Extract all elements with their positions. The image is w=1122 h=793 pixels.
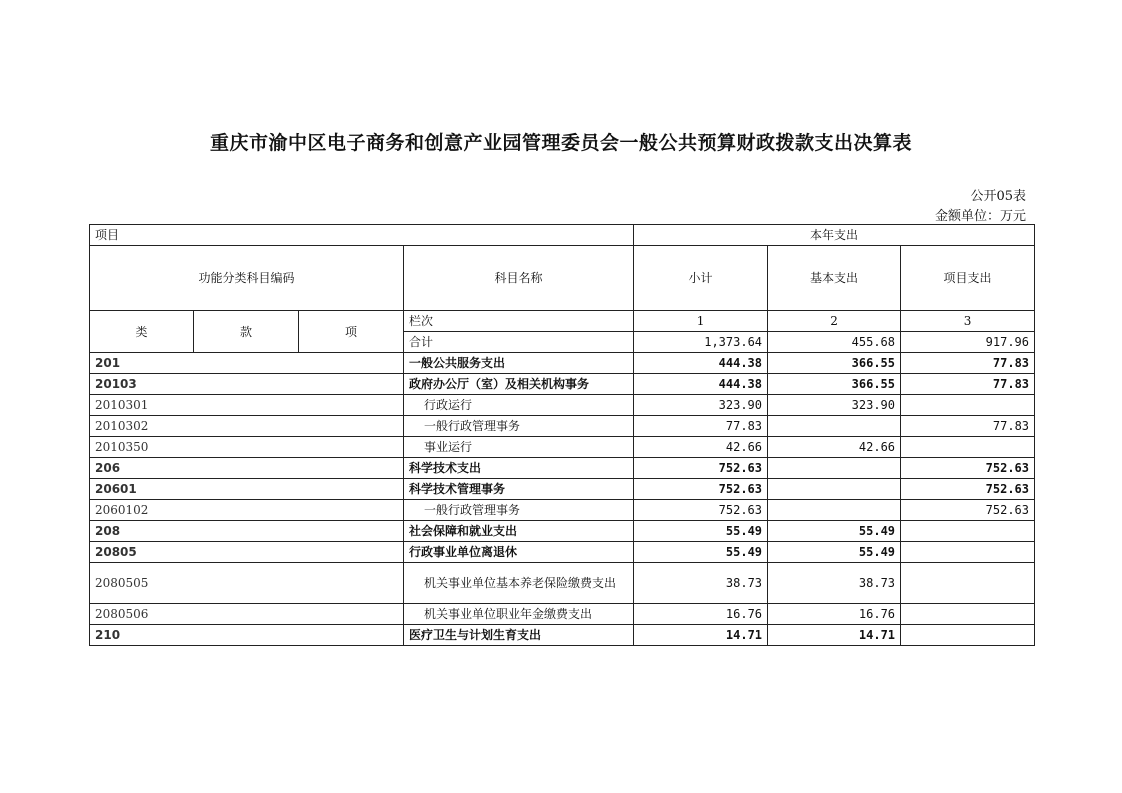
row-code: 208 bbox=[90, 521, 404, 542]
total-subtotal: 1,373.64 bbox=[634, 332, 768, 353]
header-row-project bbox=[90, 225, 1035, 246]
row-subtotal: 752.63 bbox=[634, 479, 768, 500]
row-basic bbox=[768, 500, 901, 521]
row-subject-name: 科学技术支出 bbox=[404, 458, 634, 479]
row-code: 2060102 bbox=[90, 500, 404, 521]
total-basic: 455.68 bbox=[768, 332, 901, 353]
row-project bbox=[901, 563, 1035, 604]
row-subtotal: 444.38 bbox=[634, 353, 768, 374]
row-code: 2010302 bbox=[90, 416, 404, 437]
form-number: 公开05表 bbox=[970, 189, 1026, 204]
table-row bbox=[90, 395, 1035, 416]
budget-table bbox=[89, 224, 1035, 646]
row-project: 77.83 bbox=[901, 374, 1035, 395]
row-basic: 323.90 bbox=[768, 395, 901, 416]
row-subject-name: 一般公共服务支出 bbox=[404, 353, 634, 374]
table-row bbox=[90, 374, 1035, 395]
total-project: 917.96 bbox=[901, 332, 1035, 353]
row-subject-name: 机关事业单位职业年金缴费支出 bbox=[404, 604, 634, 625]
header-column-index: 栏次 bbox=[404, 311, 634, 332]
table-row bbox=[90, 353, 1035, 374]
row-subtotal: 55.49 bbox=[634, 542, 768, 563]
header-category: 类 bbox=[90, 311, 194, 353]
table-row bbox=[90, 563, 1035, 604]
row-project: 77.83 bbox=[901, 416, 1035, 437]
row-project bbox=[901, 437, 1035, 458]
row-code: 20601 bbox=[90, 479, 404, 500]
table-row bbox=[90, 521, 1035, 542]
table-row bbox=[90, 416, 1035, 437]
row-project bbox=[901, 521, 1035, 542]
row-basic: 16.76 bbox=[768, 604, 901, 625]
row-basic: 14.71 bbox=[768, 625, 901, 646]
row-basic: 38.73 bbox=[768, 563, 901, 604]
row-basic: 55.49 bbox=[768, 542, 901, 563]
header-col3: 3 bbox=[901, 311, 1035, 332]
row-project: 752.63 bbox=[901, 500, 1035, 521]
row-basic: 55.49 bbox=[768, 521, 901, 542]
row-subject-name: 社会保障和就业支出 bbox=[404, 521, 634, 542]
row-code: 2010301 bbox=[90, 395, 404, 416]
row-code: 201 bbox=[90, 353, 404, 374]
row-code: 206 bbox=[90, 458, 404, 479]
row-subject-name: 政府办公厅（室）及相关机构事务 bbox=[404, 374, 634, 395]
table-row bbox=[90, 542, 1035, 563]
header-item: 项 bbox=[299, 311, 404, 353]
row-subtotal: 16.76 bbox=[634, 604, 768, 625]
amount-unit: 金额单位：万元 bbox=[934, 209, 1026, 224]
row-subject-name: 机关事业单位基本养老保险缴费支出 bbox=[404, 563, 634, 604]
row-subtotal: 55.49 bbox=[634, 521, 768, 542]
header-section: 款 bbox=[194, 311, 299, 353]
table-row bbox=[90, 500, 1035, 521]
header-current-year-expense: 本年支出 bbox=[634, 225, 1035, 246]
row-subtotal: 444.38 bbox=[634, 374, 768, 395]
table-row bbox=[90, 604, 1035, 625]
row-subtotal: 38.73 bbox=[634, 563, 768, 604]
header-basic-expense: 基本支出 bbox=[768, 246, 901, 311]
row-basic: 366.55 bbox=[768, 353, 901, 374]
table-row bbox=[90, 458, 1035, 479]
row-project bbox=[901, 395, 1035, 416]
row-subtotal: 42.66 bbox=[634, 437, 768, 458]
row-subject-name: 行政事业单位离退休 bbox=[404, 542, 634, 563]
row-project bbox=[901, 604, 1035, 625]
header-row-columns bbox=[90, 246, 1035, 311]
row-code: 210 bbox=[90, 625, 404, 646]
row-subtotal: 752.63 bbox=[634, 458, 768, 479]
table-row bbox=[90, 437, 1035, 458]
row-subject-name: 科学技术管理事务 bbox=[404, 479, 634, 500]
row-subject-name: 事业运行 bbox=[404, 437, 634, 458]
row-project bbox=[901, 625, 1035, 646]
row-project: 752.63 bbox=[901, 458, 1035, 479]
row-code: 2010350 bbox=[90, 437, 404, 458]
row-subject-name: 一般行政管理事务 bbox=[404, 416, 634, 437]
row-subtotal: 323.90 bbox=[634, 395, 768, 416]
row-basic: 366.55 bbox=[768, 374, 901, 395]
total-label: 合计 bbox=[404, 332, 634, 353]
table-row bbox=[90, 479, 1035, 500]
row-code: 20805 bbox=[90, 542, 404, 563]
row-basic bbox=[768, 416, 901, 437]
row-subject-name: 医疗卫生与计划生育支出 bbox=[404, 625, 634, 646]
row-code: 2080505 bbox=[90, 563, 404, 604]
header-project-expense: 项目支出 bbox=[901, 246, 1035, 311]
page-title: 重庆市渝中区电子商务和创意产业园管理委员会一般公共预算财政拨款支出决算表 bbox=[209, 132, 912, 154]
header-project: 项目 bbox=[90, 225, 634, 246]
row-subject-name: 一般行政管理事务 bbox=[404, 500, 634, 521]
header-function-code: 功能分类科目编码 bbox=[90, 246, 404, 311]
row-code: 20103 bbox=[90, 374, 404, 395]
row-project: 77.83 bbox=[901, 353, 1035, 374]
row-subtotal: 14.71 bbox=[634, 625, 768, 646]
row-basic bbox=[768, 479, 901, 500]
row-subject-name: 行政运行 bbox=[404, 395, 634, 416]
header-subtotal: 小计 bbox=[634, 246, 768, 311]
row-code: 2080506 bbox=[90, 604, 404, 625]
row-basic bbox=[768, 458, 901, 479]
row-subtotal: 752.63 bbox=[634, 500, 768, 521]
row-project bbox=[901, 542, 1035, 563]
header-subject-name: 科目名称 bbox=[404, 246, 634, 311]
header-row-index bbox=[90, 311, 1035, 332]
table-row bbox=[90, 625, 1035, 646]
header-col2: 2 bbox=[768, 311, 901, 332]
row-project: 752.63 bbox=[901, 479, 1035, 500]
row-basic: 42.66 bbox=[768, 437, 901, 458]
row-subtotal: 77.83 bbox=[634, 416, 768, 437]
header-col1: 1 bbox=[634, 311, 768, 332]
